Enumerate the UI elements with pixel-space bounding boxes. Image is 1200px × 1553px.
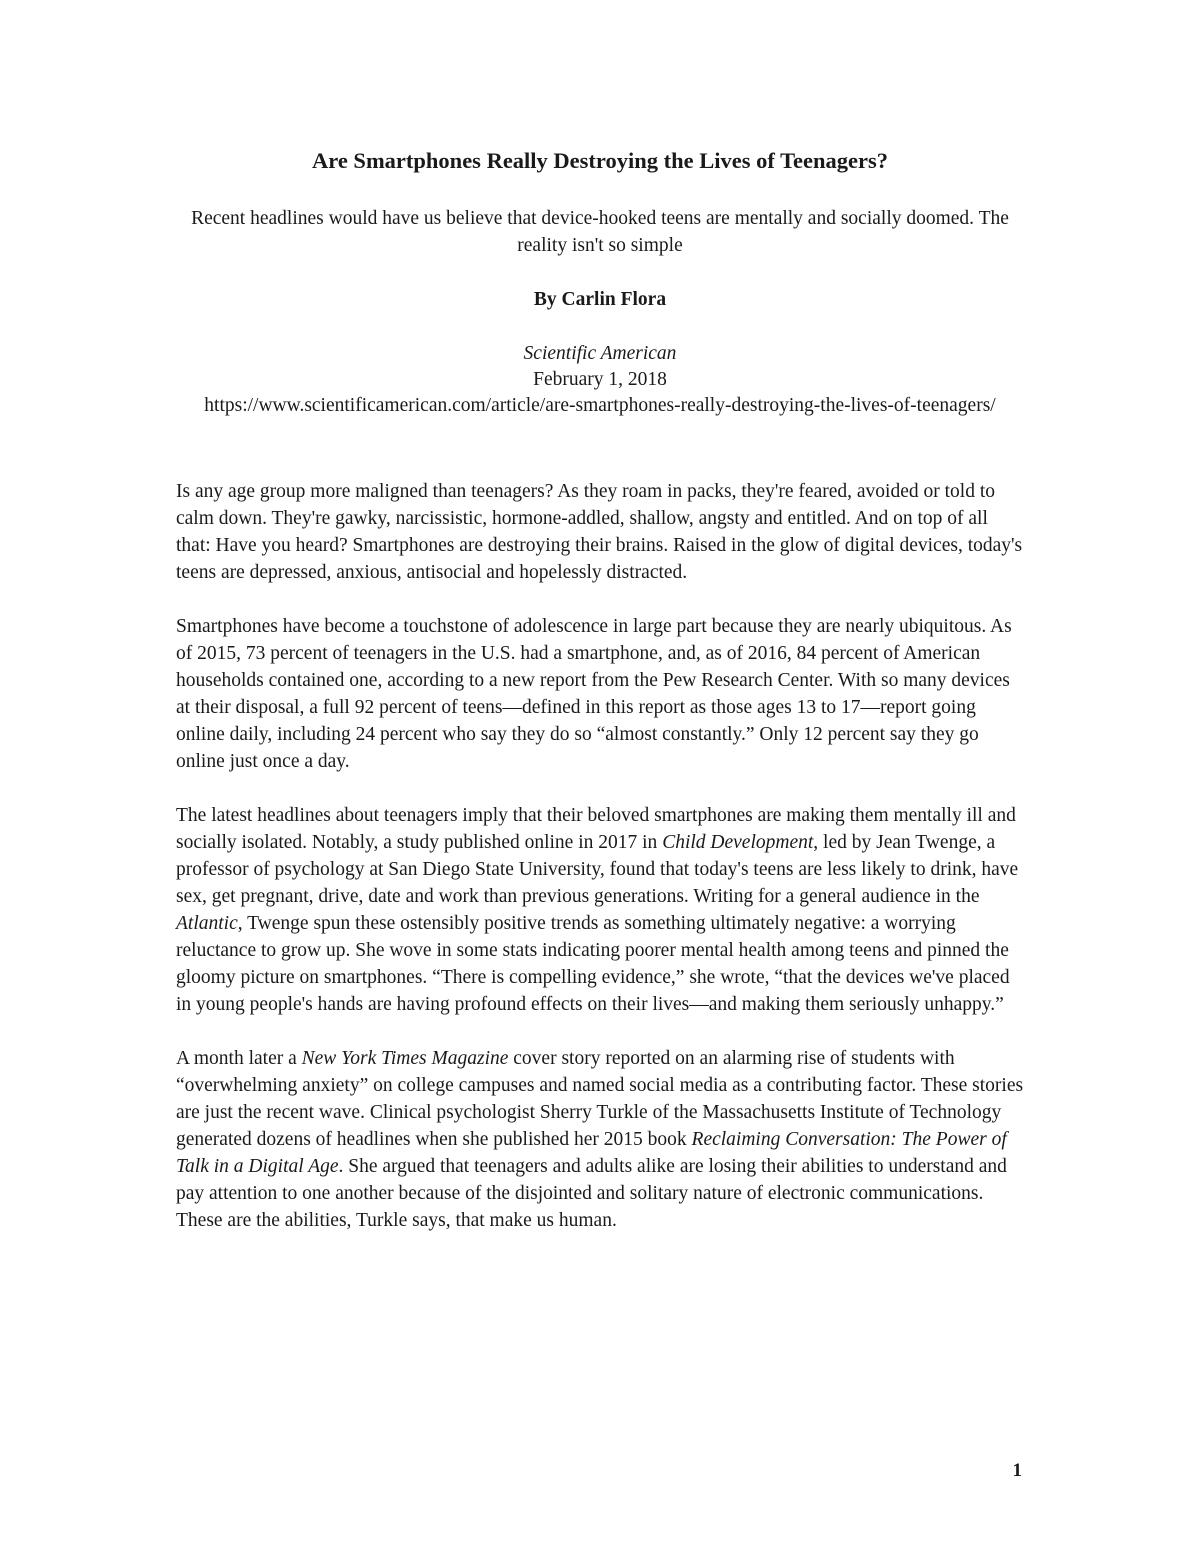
article-body <box>176 478 1026 1261</box>
journal-title-child-development: Child Development <box>662 832 814 853</box>
paragraph-4-text-1: A month later a <box>176 1048 302 1069</box>
paragraph-3-text-3: , Twenge spun these ostensibly positive trends as something ultimately negative: a worrying reluctance to grow up. She wove in some stats indicating poorer mental health among teens and pinned the gloomy picture on smartphones. “There is compelling evidence,” she wrote, “that the devices we've placed in young people's hands are having profound effects on their lives—and making them seriously unhappy.” <box>176 913 1010 1015</box>
paragraph-3 <box>176 802 1026 1018</box>
page-number: 1 <box>1012 1460 1022 1481</box>
paragraph-4-text-3: . She argued that teenagers and adults alike are losing their abilities to understand and pay attention to one another because of the disjointed and solitary nature of electronic communications. These are the abilities, Turkle says, that make us human. <box>176 1156 1007 1231</box>
magazine-title-nyt-magazine: New York Times Magazine <box>301 1048 509 1069</box>
publication-name: Scientific American <box>523 343 677 364</box>
article-subtitle: Recent headlines would have us believe that device-hooked teens are mentally and socially doomed. The reality isn't so simple <box>191 208 1009 256</box>
paragraph-1: Is any age group more maligned than teenagers? As they roam in packs, they're feared, avoided or told to calm down. They're gawky, narcissistic, hormone-addled, shallow, angsty and entitled. And on top of all that: Have you heard? Smartphones are destroying their brains. Raised in the glow of digital devices, today's teens are depressed, anxious, antisocial and hopelessly distracted. <box>176 481 1023 583</box>
publication-date: February 1, 2018 <box>533 369 667 390</box>
source-block <box>160 341 1040 419</box>
magazine-title-atlantic: Atlantic <box>176 913 238 934</box>
article-title: Are Smartphones Really Destroying the Lives of Teenagers? <box>311 148 888 173</box>
source-url: https://www.scientificamerican.com/article/are-smartphones-really-destroying-the-lives-of-teenagers/ <box>204 395 996 416</box>
book-title-reclaiming-conversation: Reclaiming Conversation: The Power of Talk in a Digital Age <box>176 1129 1007 1177</box>
paragraph-4 <box>176 1045 1026 1234</box>
paragraph-4-text-2: cover story reported on an alarming rise of students with “overwhelming anxiety” on college campuses and named social media as a contributing factor. These stories are just the recent wave. Clinical psychologist Sherry Turkle of the Massachusetts Institute of Technology generated dozens of headlines when she published her 2015 book <box>176 1048 1024 1150</box>
paragraph-3-text-2: , led by Jean Twenge, a professor of psychology at San Diego State University, found that today's teens are less likely to drink, have sex, get pregnant, drive, date and work than previous generations. Writing for a general audience in the <box>176 832 1019 907</box>
article-byline: By Carlin Flora <box>533 289 667 310</box>
paragraph-2: Smartphones have become a touchstone of adolescence in large part because they are nearly ubiquitous. As of 2015, 73 percent of teenagers in the U.S. had a smartphone, and, as of 2016, 84 percent of American households contained one, according to a new report from the Pew Research Center. With so many devices at their disposal, a full 92 percent of teens—defined in this report as those ages 13 to 17—report going online daily, including 24 percent who say they do so “almost constantly.” Only 12 percent say they go online just once a day. <box>176 616 1012 772</box>
paragraph-3-text-1: The latest headlines about teenagers imply that their beloved smartphones are making them mentally ill and socially isolated. Notably, a study published online in 2017 in <box>176 805 1016 853</box>
